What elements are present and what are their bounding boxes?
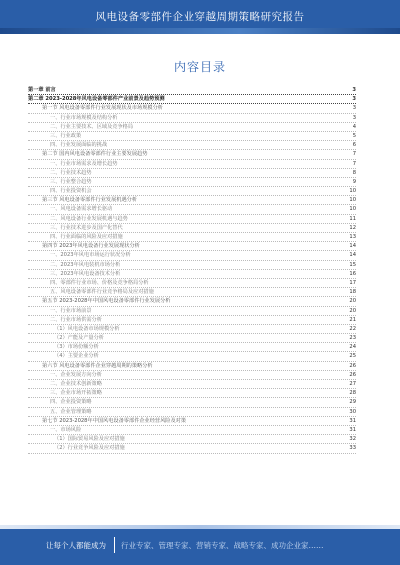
toc-entry[interactable] [28, 352, 356, 361]
toc-entry[interactable] [28, 417, 356, 426]
toc-entry[interactable] [28, 123, 356, 132]
toc-entry-title: 四、零部件行业市场、价格及竞争格局分析 [50, 279, 149, 286]
toc-entry-title: 四、企业投资策略 [50, 399, 92, 406]
toc-entry-page: 24 [349, 344, 356, 351]
toc-entry-title: 二、企业技术创新策略 [50, 381, 102, 387]
toc-entry-page: 22 [349, 325, 356, 332]
toc-entry[interactable] [28, 426, 356, 435]
toc-entry[interactable] [28, 169, 356, 178]
toc-entry[interactable] [28, 150, 356, 159]
toc-entry-title: 四、行业发展面临的挑战 [50, 142, 108, 149]
toc-entry[interactable] [28, 86, 356, 95]
toc-entry-title: （1）风电设备市场规模分析 [54, 325, 120, 332]
toc-entry-title: 五、企业管理策略 [50, 408, 92, 415]
toc-entry-title: 四、行业面临的风险及应对措施 [50, 234, 123, 240]
toc-entry-page: 7 [352, 151, 356, 158]
toc-entry-title: （2）行业竞争风险及应对措施 [54, 445, 125, 452]
toc-entry-title: 第六节 风电设备零部件企业穿越周期的策略分析 [42, 362, 153, 369]
toc-entry-page: 17 [349, 279, 356, 286]
footer-divider [114, 537, 115, 553]
toc-entry[interactable] [28, 288, 356, 297]
toc-entry-title: 一、风电设备需求增长驱动 [50, 206, 113, 213]
toc-entry-title: 第一章 前言 [28, 87, 56, 93]
toc-entry[interactable] [28, 261, 356, 270]
toc-entry-page: 27 [349, 381, 356, 387]
toc-entry-page: 18 [349, 289, 356, 296]
toc-entry-page: 3 [352, 114, 356, 121]
toc-entry-title: 三、行业整合趋势 [50, 178, 92, 185]
toc-entry-page: 14 [349, 252, 356, 259]
toc-entry-page: 10 [349, 188, 356, 195]
toc-entry[interactable] [28, 251, 356, 260]
toc-entry-page: 8 [352, 169, 356, 176]
toc-entry-page: 3 [352, 87, 356, 93]
toc-entry[interactable] [28, 205, 356, 214]
toc-entry-page: 10 [349, 197, 356, 204]
toc-entry-title: 三、企业市场开拓策略 [50, 390, 102, 397]
toc-entry[interactable] [28, 187, 356, 196]
toc-entry[interactable] [28, 371, 356, 380]
toc-entry-page: 32 [349, 436, 356, 443]
report-title: 风电设备零部件企业穿越周期策略研究报告 [95, 11, 305, 23]
toc-entry-title: 一、行业市场规模及结构分析 [50, 114, 118, 121]
toc-entry-title: 二、行业市场供需分析 [50, 316, 102, 323]
toc-entry[interactable] [28, 224, 356, 233]
toc-entry-title: 第三节 风电设备零部件行业发展机遇分析 [42, 197, 138, 204]
footer-band [0, 525, 400, 529]
toc-entry-title: 三、行业政策 [50, 132, 82, 139]
toc-entry-page: 25 [349, 353, 356, 360]
toc-entry-page: 30 [349, 408, 356, 415]
toc-entry-page: 23 [349, 335, 356, 342]
header-stripe [0, 28, 400, 34]
toc-entry-page: 26 [349, 371, 356, 378]
toc-entry-page: 20 [349, 307, 356, 314]
toc-entry-page: 16 [349, 270, 356, 277]
toc-entry-page: 4 [352, 123, 356, 130]
toc-entry[interactable] [28, 398, 356, 407]
toc-entry-page: 29 [349, 399, 356, 406]
toc-entry[interactable] [28, 104, 356, 113]
toc-entry-title: 二、行业主要技术、区域及竞争格局 [50, 123, 134, 130]
toc-entry-title: （2）产能及产量分析 [54, 335, 104, 342]
toc-entry[interactable] [28, 114, 356, 123]
toc-entry[interactable] [28, 233, 356, 242]
header-banner [0, 0, 400, 34]
footer-banner [0, 525, 400, 565]
toc-entry-title: 一、企业发展方向分析 [50, 371, 102, 378]
toc-entry[interactable] [28, 279, 356, 288]
toc-entry-title: 第七节 2023-2028年中国风电设备零部件企业经营风险及对策 [42, 417, 187, 424]
toc-entry[interactable] [28, 444, 356, 453]
toc-entry[interactable] [28, 242, 356, 251]
toc-entry-title: 二、风电设备行业发展机遇与趋势 [50, 215, 128, 222]
toc-entry[interactable] [28, 178, 356, 187]
footer-experts: 行业专家、管理专家、营销专家、战略专家、成功企业家…… [121, 541, 324, 550]
toc-entry-page: 21 [349, 316, 356, 323]
toc-entry-page: 3 [352, 96, 356, 103]
table-of-contents [28, 86, 356, 454]
toc-entry[interactable] [28, 307, 356, 316]
toc-entry-title: 二、2023年风电装机市场分析 [50, 261, 121, 268]
toc-entry-page: 13 [349, 234, 356, 240]
toc-entry-page: 33 [349, 445, 356, 452]
toc-entry-page: 12 [349, 224, 356, 231]
toc-entry[interactable] [28, 270, 356, 279]
toc-entry-page: 11 [349, 215, 356, 222]
toc-entry[interactable] [28, 316, 356, 325]
toc-entry-page: 31 [349, 426, 356, 433]
toc-entry[interactable] [28, 435, 356, 444]
toc-entry-title: 第二节 国内风电设备零部件行业主要发展趋势 [42, 151, 148, 158]
toc-entry-page: 9 [352, 178, 356, 185]
toc-entry-title: 一、行业市场需求及增长趋势 [50, 160, 118, 167]
toc-entry-title: （3）市场份额分析 [54, 344, 99, 351]
toc-entry-page: 5 [352, 132, 356, 139]
toc-entry[interactable] [28, 343, 356, 352]
toc-entry-title: 三、2023年风电设备技术分析 [50, 270, 121, 277]
toc-entry-page: 14 [349, 243, 356, 250]
toc-entry-title: 第二章 2023-2028年风电设备零部件产业前景及趋势预测 [28, 96, 165, 103]
toc-entry[interactable] [28, 160, 356, 169]
toc-entry[interactable] [28, 215, 356, 224]
toc-entry[interactable] [28, 325, 356, 334]
toc-entry[interactable] [28, 362, 356, 371]
toc-entry-title: 四、行业投资机会 [50, 188, 92, 195]
toc-entry-page: 10 [349, 206, 356, 213]
toc-entry-page: 6 [352, 142, 356, 149]
toc-entry[interactable] [28, 95, 356, 104]
toc-entry-title: 第四节 2023年风电设备行业发展现状分析 [42, 243, 140, 250]
toc-entry[interactable] [28, 380, 356, 389]
toc-entry-page: 7 [352, 160, 356, 167]
toc-entry-title: 二、行业技术趋势 [50, 169, 92, 176]
toc-entry[interactable] [28, 196, 356, 205]
toc-entry-page: 3 [352, 105, 356, 112]
footer-slogan: 让每个人都能成为 [46, 541, 106, 550]
toc-entry-page: 20 [349, 298, 356, 305]
toc-entry-page: 28 [349, 390, 356, 397]
toc-heading: 内容目录 [173, 60, 226, 74]
toc-entry[interactable] [28, 141, 356, 150]
toc-entry-title: 一、2023年风电市场运行状况分析 [50, 252, 131, 259]
toc-entry-title: 第一节 风电设备零部件行业发展现状及市场规模分析 [42, 105, 163, 112]
toc-entry[interactable] [28, 132, 356, 141]
toc-entry-title: 第五节 2023-2028年中国风电设备零部件行业发展分析 [42, 298, 171, 305]
toc-entry-page: 31 [349, 417, 356, 424]
toc-entry-title: 五、风电设备零部件行业竞争格局及应对措施 [50, 289, 154, 296]
toc-entry[interactable] [28, 408, 356, 417]
toc-entry-title: 三、行业技术进步及国产化替代 [50, 224, 123, 231]
toc-entry-page: 26 [349, 362, 356, 369]
toc-entry-title: （1）国际贸易风险及应对措施 [54, 436, 125, 443]
toc-entry-title: 一、市场风险 [50, 426, 82, 433]
toc-entry-page: 15 [349, 261, 356, 268]
toc-entry[interactable] [28, 297, 356, 306]
toc-entry[interactable] [28, 334, 356, 343]
toc-entry-title: 一、行业市场前景 [50, 307, 92, 314]
toc-entry-title: （4）主要企业分析 [54, 353, 99, 360]
toc-entry[interactable] [28, 389, 356, 398]
